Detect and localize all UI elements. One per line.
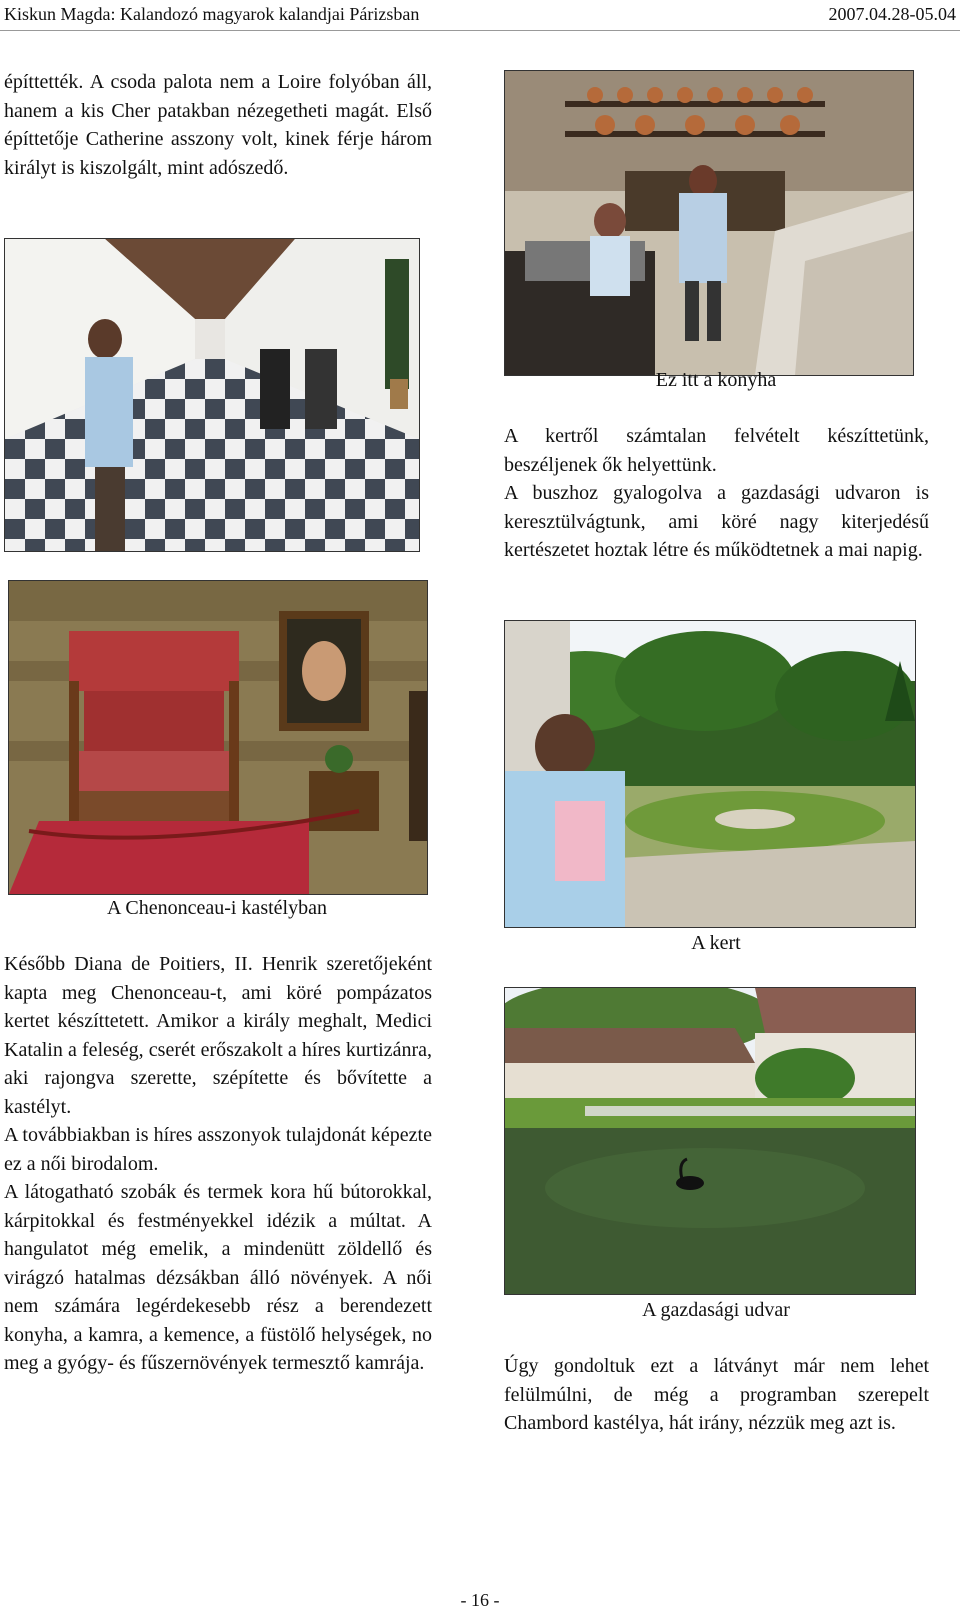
page-number: - 16 - [460,1590,500,1610]
farmyard-photo [504,987,916,1295]
intro-text: építtették. A csoda palota nem a Loire folyóban áll, hanem a kis Cher patakban nézegetheti magát. Első építtetője Catherine asszony volt, kinek férje három királyt is kiszolgált, mint adószedő. [4,71,432,179]
left-text-block [4,950,432,1378]
intro-paragraph [4,68,432,182]
gallery-photo [4,238,420,552]
rooms-paragraph: A látogatható szobák és termek kora hű bútorokkal, kárpitokkal és festményekkel idézik a múltat. A hangulatot még emelik, a mindenütt zöldellő és virágzó hatalmas dézsákban álló növények. A női nem számára legérdekesebb rész a berendezett konyha, a kamra, a kemence, a füstölő helységek, no meg a gyógy- és fűszernövények termesztő kamrája. [4,1181,432,1374]
right-text-block-1 [504,422,929,565]
garden-intro-paragraph: A kertről számtalan felvételt készíttetünk, beszéljenek ők helyettünk. [504,425,929,476]
header-date: 2007.04.28-05.04 [828,4,956,24]
farmyard-intro-paragraph: A buszhoz gyalogolva a gazdasági udvaron is keresztülvágtunk, ami köré nagy kiterjedésű kertészetet hoztak létre és működtetnek a mai napig. [504,482,929,561]
garden-caption: A kert [691,932,741,954]
chambord-paragraph: Úgy gondoltuk ezt a látványt már nem lehet felülmúlni, de még a programban szerepelt Chambord kastélya, hát irány, nézzük meg azt is. [504,1355,929,1434]
bedroom-photo [8,580,428,895]
castle-caption: A Chenonceau-i kastélyban [107,897,327,919]
farmyard-caption: A gazdasági udvar [642,1299,790,1321]
garden-photo [504,620,916,928]
header-title: Kiskun Magda: Kalandozó magyarok kalandjai Párizsban [4,4,420,24]
kitchen-caption: Ez itt a konyha [655,369,777,391]
history-paragraph: Később Diana de Poitiers, II. Henrik szeretőjeként kapta meg Chenonceau-t, ami köré pompázatos kertet készíttetett. Amikor a király meghalt, Medici Katalin a feleség, cserét erőszakolt a híres kurtizánra, aki rajongva szerette, szépítette és bővítette a kastélyt. [4,953,432,1118]
women-paragraph: A továbbiakban is híres asszonyok tulajdonát képezte ez a női birodalom. [4,1124,432,1175]
page-header [0,0,960,31]
kitchen-photo [504,70,914,376]
right-text-block-2 [504,1352,929,1438]
